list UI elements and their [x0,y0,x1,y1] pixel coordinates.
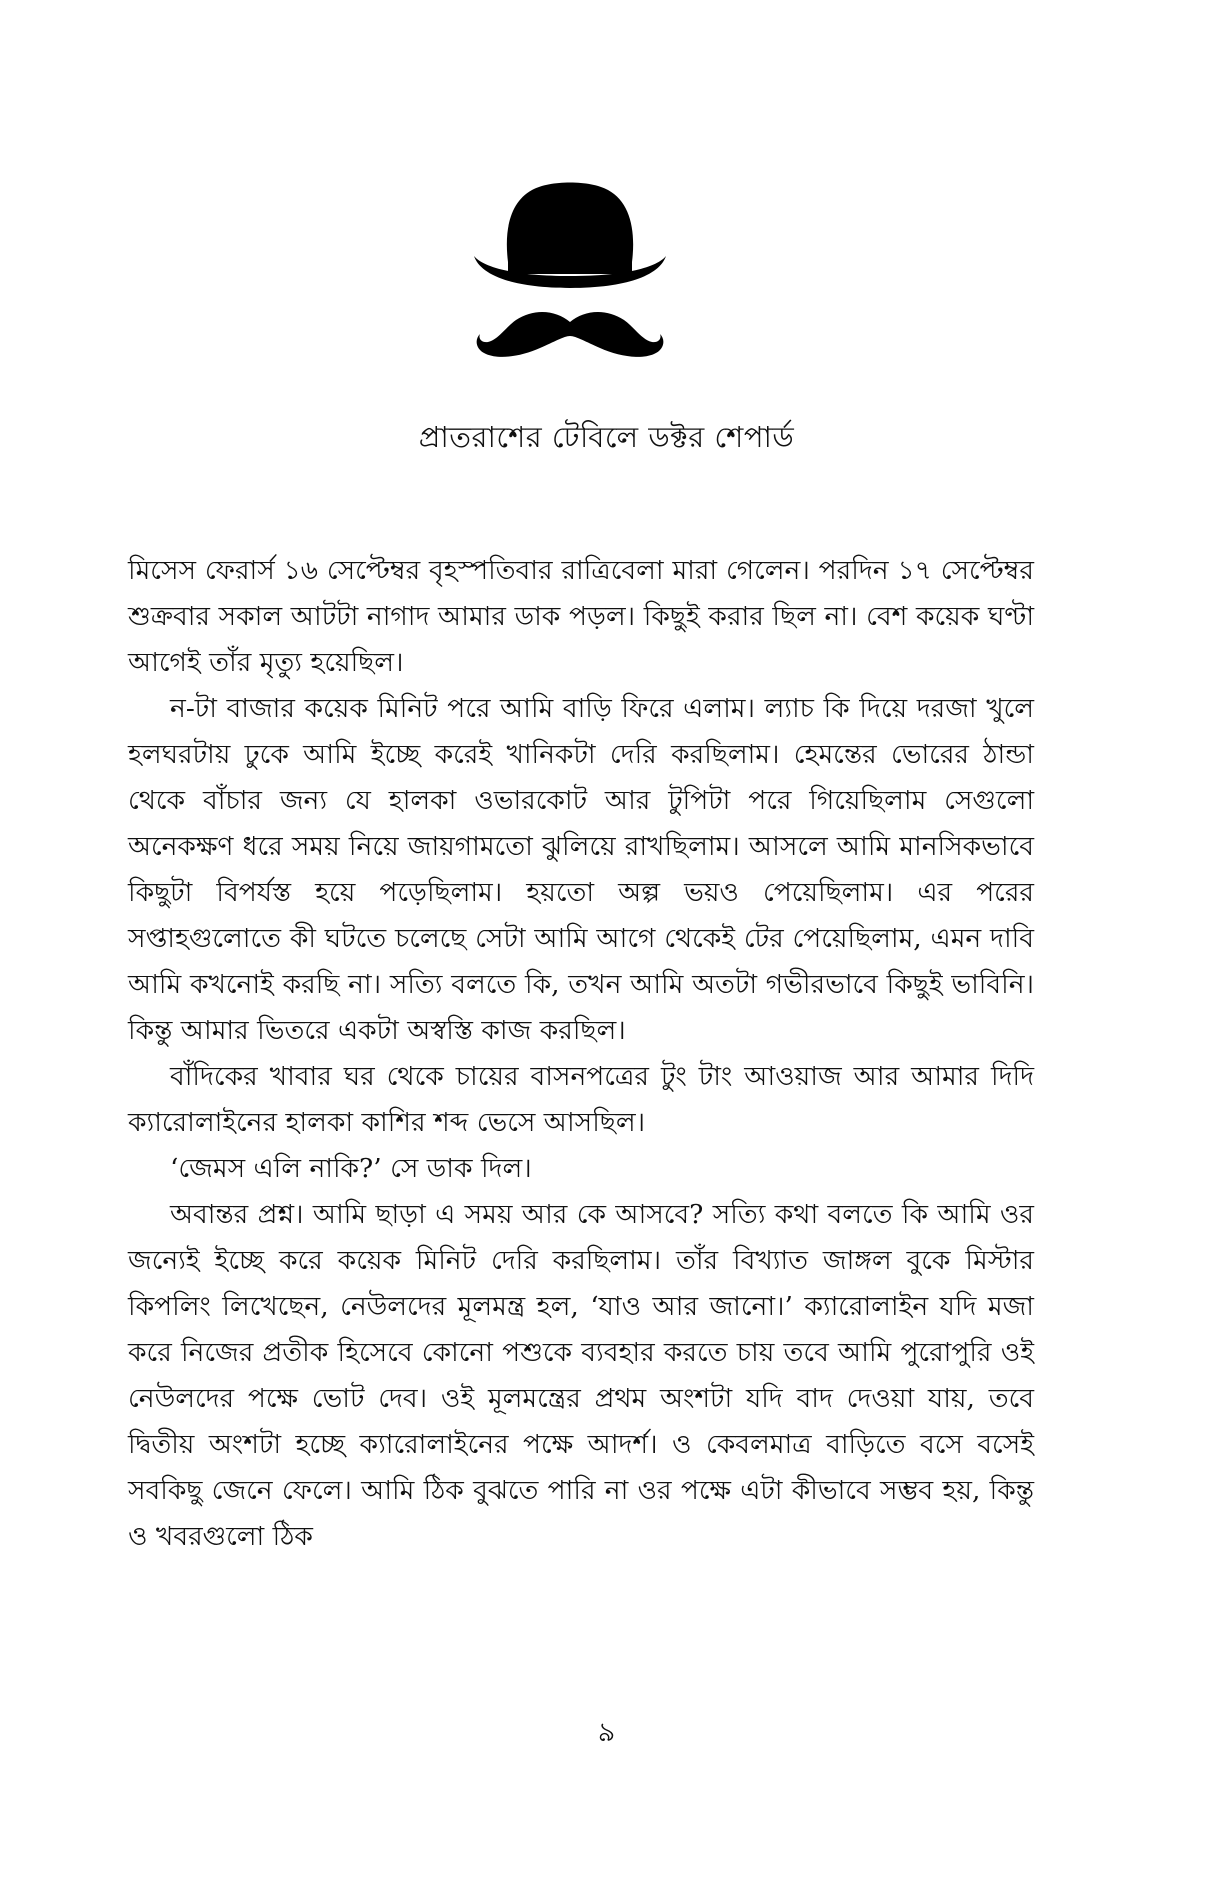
paragraph: মিসেস ফেরার্স ১৬ সেপ্টেম্বর বৃহস্পতিবার রাত্রিবেলা মারা গেলেন। পরদিন ১৭ সেপ্টেম্বর শুক্রবার সকাল আটটা নাগাদ আমার ডাক পড়ল। কিছুই করার ছিল না। বেশ কয়েক ঘণ্টা আগেই তাঁর মৃত্যু হয়েছিল। [128,555,1034,678]
page-number: ৯ [597,1717,616,1748]
paragraph: ন-টা বাজার কয়েক মিনিট পরে আমি বাড়ি ফিরে এলাম। ল্যাচ কি দিয়ে দরজা খুলে হলঘরটায় ঢুকে আমি ইচ্ছে করেই খানিকটা দেরি করছিলাম। হেমন্তের ভোরের ঠান্ডা থেকে বাঁচার জন্য যে হালকা ওভারকোট আর টুপিটা পরে গিয়েছিলাম সেগুলো অনেকক্ষণ ধরে সময় নিয়ে জায়গামতো ঝুলিয়ে রাখছিলাম। আসলে আমি মানসিকভাবে কিছুটা বিপর্যস্ত হয়ে পড়েছিলাম। হয়তো অল্প ভয়ও পেয়েছিলাম। এর পরের সপ্তাহগুলোতে কী ঘটতে চলেছে সেটা আমি আগে থেকেই টের পেয়েছিলাম, এমন দাবি আমি কখনোই করছি না। সত্যি বলতে কি, তখন আমি অতটা গভীরভাবে কিছুই ভাবিনি। কিন্তু আমার ভিতরে একটা অস্বস্তি কাজ করছিল। [128,693,1034,1046]
bowler-hat-and-mustache-icon [470,170,670,390]
mustache-icon [477,312,664,357]
bowler-hat-icon [474,183,666,289]
paragraph: ‘জেমস এলি নাকি?’ সে ডাক দিল। [170,1153,532,1184]
body-text [128,548,1034,1560]
paragraph: বাঁদিকের খাবার ঘর থেকে চায়ের বাসনপত্রের টুং টাং আওয়াজ আর আমার দিদি ক্যারোলাইনের হালকা কাশির শব্দ ভেসে আসছিল। [128,1061,1034,1138]
paragraph: অবান্তর প্রশ্ন। আমি ছাড়া এ সময় আর কে আসবে? সত্যি কথা বলতে কি আমি ওর জন্যেই ইচ্ছে করে কয়েক মিনিট দেরি করছিলাম। তাঁর বিখ্যাত জাঙ্গল বুকে মিস্টার কিপলিং লিখেছেন, নেউলদের মূলমন্ত্র হল, ‘যাও আর জানো।’ ক্যারোলাইন যদি মজা করে নিজের প্রতীক হিসেবে কোনো পশুকে ব্যবহার করতে চায় তবে আমি পুরোপুরি ওই নেউলদের পক্ষে ভোট দেব। ওই মূলমন্ত্রের প্রথম অংশটা যদি বাদ দেওয়া যায়, তবে দ্বিতীয় অংশটা হচ্ছে ক্যারোলাইনের পক্ষে আদর্শ। ও কেবলমাত্র বাড়িতে বসে বসেই সবকিছু জেনে ফেলে। আমি ঠিক বুঝতে পারি না ওর পক্ষে এটা কীভাবে সম্ভব হয়, কিন্তু ও খবরগুলো ঠিক [128,1199,1034,1552]
chapter-title: প্রাতরাশের টেবিলে ডক্টর শেপার্ড [418,420,795,454]
